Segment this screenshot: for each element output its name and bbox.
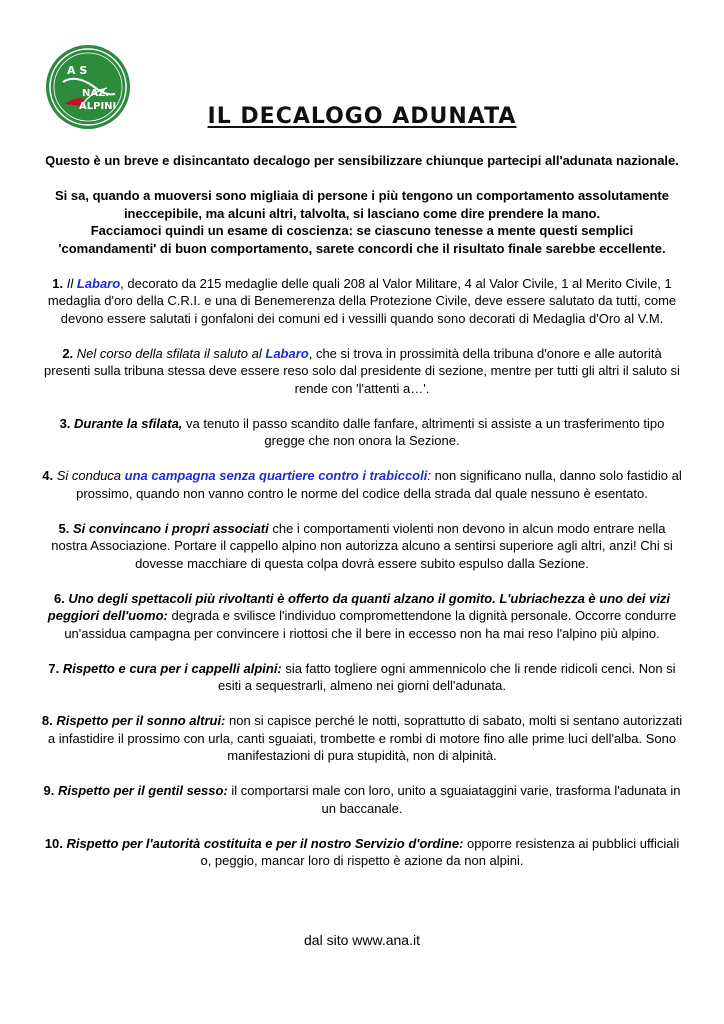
rule-heading: Rispetto per l'autorità costituita e per il nostro Servizio d'ordine: xyxy=(66,835,464,851)
rule-lead: Si conduca xyxy=(56,468,125,483)
intro-line: Questo è un breve e disincantato decalogo per sensibilizzare chiunque partecipi all'adunata nazionale. xyxy=(45,153,679,168)
rule-4 xyxy=(40,467,684,502)
rule-text: , che si trova in prossimità della tribuna d'onore e alle autorità presenti sulla tribuna stessa deve essere reso solo dal presidente di sezione, mentre per tutti gli altri il saluto si rende con 'l'attenti a…'. xyxy=(44,345,680,396)
rule-colon: : xyxy=(427,468,431,483)
rule-text: non significano nulla, danno solo fastidio al prossimo, quando non vanno contro le norme del codice della strada dal quale nessuno è esentato. xyxy=(76,468,682,501)
rule-text: il comportarsi male con loro, unito a sguaiataggini varie, trasforma l'adunata in un baccanale. xyxy=(227,783,681,816)
intro-text-1: Si sa, quando a muoversi sono migliaia di persone i più tengono un comportamento assolutamente ineccepibile, ma alcuni altri, talvolta, si lasciano come dire prendere la mano. xyxy=(55,188,669,221)
rule-number: 7. xyxy=(48,660,60,676)
page-title: IL DECALOGO ADUNATA xyxy=(207,104,517,129)
svg-text:NAZ.: NAZ. xyxy=(82,88,110,99)
rule-number: 1. xyxy=(52,275,64,291)
rule-number: 5. xyxy=(58,520,70,536)
rule-heading: Rispetto per il gentil sesso: xyxy=(58,783,228,798)
rule-text: che i comportamenti violenti non devono in alcun modo entrare nella nostra Associazione. Portare il cappello alpino non autorizza alcuno a sentirsi superiore agli altri, anzi! Chi si dovesse macchiare di questa colpa dovrà essere subito espulso dalla Sezione. xyxy=(51,520,673,571)
rule-10 xyxy=(40,835,684,870)
rule-lead: Il xyxy=(66,275,77,291)
rule-number: 2. xyxy=(62,345,74,361)
rule-text: opporre resistenza ai pubblici ufficiali o, peggio, mancar loro di rispetto è azione da non alpini. xyxy=(200,835,680,868)
rule-heading: Durante la sfilata, xyxy=(74,415,183,431)
rule-number: 4. xyxy=(42,468,54,483)
rule-number: 3. xyxy=(59,415,71,431)
rule-emphasis: Labaro xyxy=(76,275,121,291)
rule-3 xyxy=(40,415,684,450)
rule-text: va tenuto il passo scandito dalle fanfare, altrimenti si assiste a un trasferimento tipo gregge che non onora la Sezione. xyxy=(182,415,665,448)
intro-paragraph xyxy=(40,187,684,257)
rule-number: 10. xyxy=(44,835,63,851)
rule-heading: Rispetto per il sonno altrui: xyxy=(56,713,226,728)
rule-lead: Nel corso della sfilata il saluto al xyxy=(76,345,266,361)
rule-text: non si capisce perché le notti, soprattutto di sabato, molti si sentano autorizzati a infastidire il prossimo con urla, canti sguaiati, trombette e rombi di motore fino alle prime luci dell'alba. Sono manifestazioni di pura stupidità, non di alpinità. xyxy=(47,713,683,763)
document-body xyxy=(40,152,684,887)
rule-8 xyxy=(40,712,684,765)
svg-text:A S: A S xyxy=(67,64,88,77)
rule-2 xyxy=(40,345,684,398)
rule-1 xyxy=(40,275,684,328)
rule-emphasis: Labaro xyxy=(265,345,309,361)
rule-text: sia fatto togliere ogni ammennicolo che li rende ridicoli cenci. Non si esiti a sequestrarli, almeno nei giorni dell'adunata. xyxy=(218,660,676,693)
rule-9 xyxy=(40,782,684,817)
rule-heading: Si convincano i propri associati xyxy=(72,520,269,536)
rule-6 xyxy=(40,590,684,643)
rule-number: 6. xyxy=(53,590,65,606)
rule-heading: Rispetto e cura per i cappelli alpini: xyxy=(62,660,282,676)
intro-text-2: Facciamoci quindi un esame di coscienza: se ciascuno tenesse a mente questi semplici 'comandamenti' di buon comportamento, sarete concordi che il risultato finale sarebbe eccellente. xyxy=(58,223,666,256)
rule-text: , decorato da 215 medaglie delle quali 208 al Valor Militare, 4 al Valor Civile, 1 al Merito Civile, 1 medaglia d'oro della C.R.I. e una di Benemerenza della Protezione Civile, deve essere salutato da tutti, come devono essere salutati i gonfaloni dei comuni ed i vessilli quando sono decorati di Medaglia d'Oro al V.M. xyxy=(47,275,677,326)
source-footer: dal sito www.ana.it xyxy=(304,932,420,948)
rule-text: degrada e svilisce l'individuo compromettendone la dignità personale. Occorre condurre un'assidua campagna per convincere i riottosi che il bere in eccesso non ha mai reso l'alpino più alpino. xyxy=(64,608,677,641)
rule-number: 9. xyxy=(43,783,55,798)
rule-5 xyxy=(40,520,684,573)
svg-text:ALPINI: ALPINI xyxy=(79,101,117,112)
rule-emphasis: una campagna senza quartiere contro i trabiccoli xyxy=(124,468,428,483)
rule-7 xyxy=(40,660,684,695)
rule-number: 8. xyxy=(41,713,53,728)
rule-heading: Uno degli spettacoli più rivoltanti è offerto da quanti alzano il gomito. L'ubriachezza è uno dei vizi peggiori dell'uomo: xyxy=(47,590,671,623)
